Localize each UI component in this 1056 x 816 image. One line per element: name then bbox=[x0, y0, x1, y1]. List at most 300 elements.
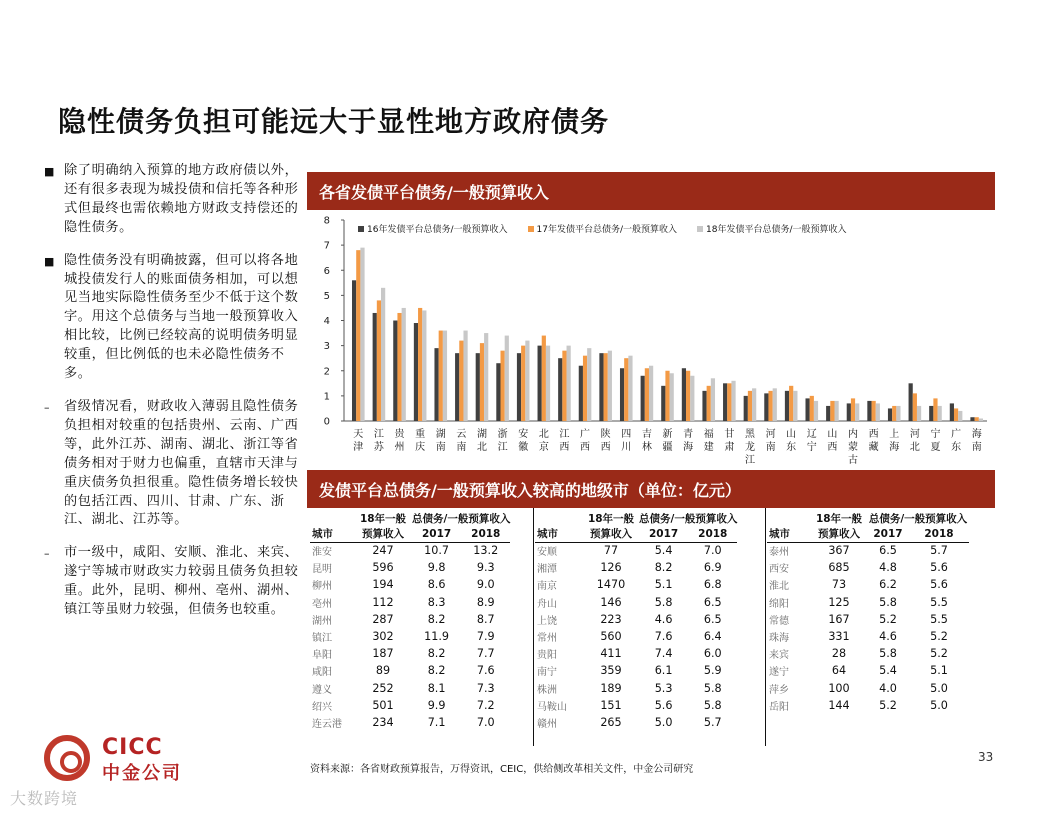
logo-text-cn: 中金公司 bbox=[102, 763, 182, 784]
x-tick-label: 福 建 bbox=[703, 429, 714, 453]
table-row bbox=[535, 714, 737, 731]
column-header: 总债务/一般预算收入 bbox=[868, 512, 968, 525]
bar bbox=[542, 336, 546, 421]
bar bbox=[418, 308, 422, 421]
bar bbox=[381, 288, 385, 421]
bar bbox=[463, 331, 467, 421]
logo-text-en: CICC bbox=[102, 735, 163, 760]
x-tick-label: 陕 西 bbox=[600, 429, 611, 453]
table-cell: 8.1 bbox=[427, 681, 446, 695]
table-cell: 5.7 bbox=[703, 715, 722, 729]
table-row bbox=[535, 611, 737, 628]
table-cell: 6.4 bbox=[703, 630, 722, 644]
column-header: 18年一般 bbox=[815, 512, 863, 525]
cicc-logo bbox=[44, 735, 194, 783]
table-cell: 5.6 bbox=[930, 578, 948, 592]
column-header: 18年一般 bbox=[587, 512, 635, 525]
table-row bbox=[767, 542, 969, 559]
bar bbox=[558, 358, 562, 421]
bar bbox=[546, 346, 550, 421]
table-row bbox=[535, 542, 737, 559]
table-cell: 77 bbox=[603, 544, 619, 558]
table-cell: 7.2 bbox=[476, 698, 495, 712]
bar bbox=[933, 398, 937, 421]
bar bbox=[954, 408, 958, 421]
table-cell: 596 bbox=[372, 561, 394, 575]
column-header: 城市 bbox=[767, 526, 811, 542]
legend-label: 18年发债平台总债务/一般预算收入 bbox=[706, 225, 847, 235]
bar bbox=[604, 353, 608, 421]
bar bbox=[917, 406, 921, 421]
city-name: 萍乡 bbox=[769, 684, 789, 696]
table-row bbox=[767, 662, 969, 679]
table-cell: 5.2 bbox=[879, 612, 897, 626]
table-cell: 100 bbox=[828, 681, 850, 695]
table-cell: 9.3 bbox=[476, 561, 495, 575]
bullet-list bbox=[44, 162, 300, 634]
table-cell: 685 bbox=[828, 561, 850, 575]
x-tick-label: 湖 南 bbox=[435, 429, 446, 453]
table-cell: 4.6 bbox=[654, 612, 673, 626]
bar bbox=[950, 403, 954, 421]
x-tick-label: 四 川 bbox=[621, 429, 632, 453]
table-cell: 7.1 bbox=[427, 715, 446, 729]
city-name: 珠海 bbox=[769, 633, 789, 645]
x-tick-label: 广 西 bbox=[580, 429, 591, 453]
table-cell: 6.5 bbox=[703, 595, 722, 609]
bar bbox=[579, 366, 583, 421]
bullet-marker: ■ bbox=[44, 254, 55, 268]
bar bbox=[587, 348, 591, 421]
table-row bbox=[310, 628, 510, 645]
table-cell: 13.2 bbox=[473, 544, 499, 558]
table-row bbox=[310, 542, 510, 559]
table-cell: 6.1 bbox=[654, 664, 673, 678]
table-row bbox=[535, 559, 737, 576]
bar bbox=[830, 401, 834, 421]
y-tick-label: 6 bbox=[323, 265, 330, 277]
table-cell: 5.6 bbox=[930, 561, 948, 575]
table-cell: 234 bbox=[372, 715, 394, 729]
city-name: 西安 bbox=[769, 564, 789, 576]
bar bbox=[892, 406, 896, 421]
table-cell: 6.5 bbox=[879, 544, 897, 558]
table-cell: 265 bbox=[600, 715, 622, 729]
x-tick-label: 山 西 bbox=[827, 429, 838, 453]
table-row bbox=[767, 628, 969, 645]
table-cell: 189 bbox=[600, 681, 622, 695]
city-name: 昆明 bbox=[312, 564, 332, 576]
table-cell: 8.9 bbox=[476, 595, 495, 609]
table-cell: 6.9 bbox=[703, 561, 722, 575]
x-tick-label: 辽 宁 bbox=[806, 429, 817, 453]
bar bbox=[727, 383, 731, 421]
table-cell: 4.6 bbox=[879, 630, 897, 644]
x-tick-label: 江 西 bbox=[559, 429, 570, 453]
bar bbox=[505, 336, 509, 421]
table-cell: 125 bbox=[828, 595, 850, 609]
bullet-marker: ■ bbox=[44, 165, 55, 178]
table-cell: 6.8 bbox=[703, 578, 722, 592]
bar bbox=[661, 386, 665, 421]
y-tick-label: 1 bbox=[323, 391, 330, 403]
bar bbox=[525, 341, 529, 421]
bar bbox=[422, 310, 426, 421]
bar bbox=[521, 346, 525, 421]
bar bbox=[814, 401, 818, 421]
x-tick-label: 内 蒙 古 bbox=[848, 429, 859, 466]
table-row bbox=[767, 697, 969, 714]
table-cell: 302 bbox=[372, 630, 394, 644]
y-tick-label: 3 bbox=[323, 341, 330, 353]
table-row bbox=[310, 714, 510, 731]
bullet-item bbox=[44, 398, 300, 530]
city-name: 绍兴 bbox=[312, 701, 332, 713]
x-tick-label: 河 南 bbox=[765, 429, 776, 453]
table-cell: 5.4 bbox=[654, 544, 673, 558]
table-cell: 7.6 bbox=[476, 664, 495, 678]
bar bbox=[707, 386, 711, 421]
bar bbox=[538, 346, 542, 421]
city-name: 南京 bbox=[537, 581, 557, 593]
table-row bbox=[767, 645, 969, 662]
table-row bbox=[535, 576, 737, 593]
table-cell: 144 bbox=[828, 698, 850, 712]
table-divider bbox=[533, 508, 534, 746]
bar bbox=[377, 300, 381, 421]
bar bbox=[439, 331, 443, 421]
bar bbox=[723, 383, 727, 421]
table-cell: 5.0 bbox=[930, 698, 948, 712]
table-cell: 5.8 bbox=[879, 595, 897, 609]
table-cell: 411 bbox=[600, 647, 622, 661]
table-cell: 4.8 bbox=[879, 561, 897, 575]
table-cell: 8.2 bbox=[427, 664, 446, 678]
city-name: 遵义 bbox=[312, 684, 332, 696]
bar bbox=[826, 406, 830, 421]
bar bbox=[665, 371, 669, 421]
bar bbox=[764, 393, 768, 421]
bar bbox=[500, 351, 504, 421]
column-header: 总债务/一般预算收入 bbox=[412, 512, 511, 525]
table-cell: 28 bbox=[831, 647, 847, 661]
y-tick-label: 2 bbox=[323, 366, 330, 378]
bar bbox=[768, 391, 772, 421]
city-name: 安顺 bbox=[537, 547, 557, 559]
city-name: 株洲 bbox=[537, 684, 557, 696]
x-tick-label: 重 庆 bbox=[415, 429, 426, 453]
table-divider bbox=[765, 508, 766, 746]
bar bbox=[608, 351, 612, 421]
x-tick-label: 新 疆 bbox=[662, 429, 673, 453]
column-header: 2018 bbox=[688, 526, 737, 542]
bar bbox=[443, 331, 447, 421]
table-cell: 73 bbox=[831, 578, 847, 592]
table-cell: 9.9 bbox=[427, 698, 446, 712]
page-number: 33 bbox=[978, 750, 994, 764]
bar bbox=[958, 411, 962, 421]
bar bbox=[748, 391, 752, 421]
bar bbox=[847, 403, 851, 421]
table-cell: 5.2 bbox=[930, 647, 948, 661]
x-tick-label: 广 东 bbox=[951, 429, 962, 453]
column-header: 预算收入 bbox=[583, 526, 639, 542]
legend-label: 16年发债平台总债务/一般预算收入 bbox=[367, 225, 508, 235]
table-row bbox=[535, 628, 737, 645]
table-cell: 112 bbox=[372, 595, 394, 609]
table-cell: 1470 bbox=[596, 578, 626, 592]
bar bbox=[867, 401, 871, 421]
city-name: 连云港 bbox=[312, 718, 342, 730]
table-row bbox=[767, 594, 969, 611]
city-name: 镇江 bbox=[312, 633, 332, 645]
x-tick-label: 贵 州 bbox=[394, 429, 405, 453]
table-cell: 560 bbox=[600, 630, 622, 644]
table-cell: 7.6 bbox=[654, 630, 673, 644]
table-cell: 7.3 bbox=[476, 681, 495, 695]
table-cell: 8.6 bbox=[427, 578, 446, 592]
table-cell: 5.1 bbox=[930, 664, 948, 678]
legend-item bbox=[697, 222, 847, 235]
city-name: 常德 bbox=[769, 615, 789, 627]
bullet-item bbox=[44, 162, 300, 238]
bar bbox=[682, 368, 686, 421]
column-header: 2017 bbox=[639, 526, 688, 542]
x-tick-label: 西 藏 bbox=[868, 429, 879, 453]
bullet-text: 市一级中，咸阳、安顺、淮北、来宾、遂宁等城市财政实力较弱且债务负担较重。此外，昆明、柳州、亳州、湖州、镇江等虽财力较强，但债务也较重。 bbox=[64, 545, 299, 618]
bar bbox=[670, 373, 674, 421]
city-name: 南宁 bbox=[537, 667, 557, 679]
table-row bbox=[535, 594, 737, 611]
bar bbox=[434, 348, 438, 421]
bar bbox=[562, 351, 566, 421]
x-tick-label: 海 南 bbox=[971, 429, 982, 453]
table-row bbox=[310, 559, 510, 576]
column-header: 预算收入 bbox=[811, 526, 867, 542]
x-tick-label: 山 东 bbox=[786, 429, 797, 453]
city-name: 柳州 bbox=[312, 581, 332, 593]
table-cell: 5.1 bbox=[654, 578, 673, 592]
table-cell: 287 bbox=[372, 612, 394, 626]
table-cell: 8.2 bbox=[427, 612, 446, 626]
bar bbox=[624, 358, 628, 421]
bar bbox=[567, 346, 571, 421]
table-cell: 151 bbox=[600, 698, 622, 712]
bar bbox=[793, 391, 797, 421]
legend-swatch bbox=[358, 226, 364, 232]
table-row bbox=[310, 645, 510, 662]
bar bbox=[789, 386, 793, 421]
table-cell: 64 bbox=[831, 664, 847, 678]
bar bbox=[393, 321, 397, 422]
bar bbox=[711, 378, 715, 421]
table-cell: 5.2 bbox=[879, 698, 897, 712]
legend-item bbox=[528, 222, 678, 235]
bullet-marker: – bbox=[44, 547, 50, 561]
bar bbox=[888, 408, 892, 421]
bar bbox=[414, 323, 418, 421]
x-tick-label: 甘 肃 bbox=[724, 429, 735, 453]
table-row bbox=[310, 680, 510, 697]
city-name: 遂宁 bbox=[769, 667, 789, 679]
table-cell: 5.3 bbox=[654, 681, 673, 695]
table-cell: 6.0 bbox=[703, 647, 722, 661]
y-tick-label: 4 bbox=[323, 316, 330, 327]
x-tick-label: 安 徽 bbox=[518, 429, 529, 453]
table-row bbox=[310, 662, 510, 679]
bar bbox=[752, 388, 756, 421]
bar bbox=[855, 403, 859, 421]
table-row bbox=[767, 611, 969, 628]
table-row bbox=[767, 559, 969, 576]
city-name: 湘潭 bbox=[537, 564, 557, 576]
bar bbox=[896, 406, 900, 421]
column-header: 总债务/一般预算收入 bbox=[639, 512, 738, 525]
x-tick-label: 湖 北 bbox=[476, 429, 487, 453]
x-tick-label: 河 北 bbox=[909, 429, 920, 453]
column-header: 2017 bbox=[867, 526, 909, 542]
table-cell: 5.9 bbox=[703, 664, 722, 678]
bar bbox=[970, 417, 974, 421]
source-note: 资料来源：各省财政预算报告，万得资讯，CEIC，供给侧改革相关文件，中金公司研究 bbox=[310, 764, 694, 775]
city-name: 马鞍山 bbox=[537, 701, 567, 713]
bar bbox=[744, 396, 748, 421]
bar bbox=[641, 376, 645, 421]
city-name: 淮北 bbox=[769, 581, 789, 593]
bar bbox=[356, 250, 360, 421]
watermark: 大数跨境 bbox=[10, 789, 79, 808]
bar bbox=[913, 393, 917, 421]
table-title: 发债平台总债务/一般预算收入较高的地级市（单位：亿元） bbox=[307, 470, 995, 508]
legend-swatch bbox=[528, 226, 534, 232]
legend-item bbox=[358, 222, 508, 235]
table-cell: 5.8 bbox=[703, 698, 722, 712]
table-cell: 252 bbox=[372, 681, 394, 695]
table-row bbox=[310, 594, 510, 611]
bar bbox=[620, 368, 624, 421]
x-tick-label: 天 津 bbox=[353, 429, 364, 453]
bar bbox=[459, 341, 463, 421]
table-cell: 7.7 bbox=[476, 647, 495, 661]
y-tick-label: 8 bbox=[323, 215, 330, 227]
bullet-item bbox=[44, 252, 300, 384]
table-cell: 501 bbox=[372, 698, 394, 712]
table-cell: 367 bbox=[828, 544, 850, 558]
city-table-group bbox=[767, 510, 969, 714]
x-tick-label: 云 南 bbox=[456, 429, 467, 453]
column-header: 2018 bbox=[461, 526, 510, 542]
bar bbox=[690, 376, 694, 421]
table-row bbox=[535, 697, 737, 714]
bar bbox=[649, 366, 653, 421]
table-cell: 10.7 bbox=[424, 544, 450, 558]
logo-mark-icon bbox=[44, 735, 90, 781]
table-cell: 359 bbox=[600, 664, 622, 678]
bar bbox=[360, 248, 364, 421]
city-name: 亳州 bbox=[312, 598, 332, 610]
bar bbox=[628, 356, 632, 421]
bar bbox=[402, 308, 406, 421]
bar bbox=[517, 353, 521, 421]
bar bbox=[583, 356, 587, 421]
city-name: 常州 bbox=[537, 633, 557, 645]
bar bbox=[645, 368, 649, 421]
bar bbox=[876, 403, 880, 421]
table-cell: 8.2 bbox=[427, 647, 446, 661]
city-table-group bbox=[310, 510, 510, 731]
city-name: 贵阳 bbox=[537, 650, 557, 662]
bar bbox=[496, 363, 500, 421]
x-tick-label: 上 海 bbox=[889, 429, 900, 453]
table-row bbox=[310, 576, 510, 593]
bar bbox=[397, 313, 401, 421]
table-cell: 9.0 bbox=[476, 578, 495, 592]
bar bbox=[938, 406, 942, 421]
bar bbox=[785, 391, 789, 421]
table-cell: 8.2 bbox=[654, 561, 673, 575]
table-cell: 7.4 bbox=[654, 647, 673, 661]
table-cell: 5.8 bbox=[879, 647, 897, 661]
table-cell: 6.2 bbox=[879, 578, 897, 592]
column-header: 城市 bbox=[310, 526, 354, 542]
x-tick-label: 黑 龙 江 bbox=[744, 429, 755, 466]
city-name: 赣州 bbox=[537, 718, 557, 730]
bar bbox=[480, 343, 484, 421]
bar bbox=[599, 353, 603, 421]
x-tick-label: 浙 江 bbox=[497, 429, 508, 453]
chart-title: 各省发债平台债务/一般预算收入 bbox=[307, 172, 995, 210]
city-name: 泰州 bbox=[769, 547, 789, 559]
table-cell: 5.8 bbox=[703, 681, 722, 695]
table-cell: 5.7 bbox=[930, 544, 948, 558]
city-name: 来宾 bbox=[769, 650, 789, 662]
table-cell: 9.8 bbox=[427, 561, 446, 575]
x-tick-label: 青 海 bbox=[683, 429, 694, 453]
city-name: 岳阳 bbox=[769, 701, 789, 713]
legend-swatch bbox=[697, 226, 703, 232]
table-cell: 331 bbox=[828, 630, 850, 644]
bar bbox=[455, 353, 459, 421]
table-cell: 5.5 bbox=[930, 612, 948, 626]
table-cell: 187 bbox=[372, 647, 394, 661]
table-cell: 6.5 bbox=[703, 612, 722, 626]
bar bbox=[851, 398, 855, 421]
city-name: 舟山 bbox=[537, 598, 557, 610]
column-header: 预算收入 bbox=[354, 526, 412, 542]
table-cell: 11.9 bbox=[424, 630, 450, 644]
table-cell: 167 bbox=[828, 612, 850, 626]
table-cell: 5.0 bbox=[654, 715, 673, 729]
x-tick-label: 北 京 bbox=[538, 429, 549, 453]
table-cell: 5.4 bbox=[879, 664, 897, 678]
table-row bbox=[535, 680, 737, 697]
table-cell: 5.0 bbox=[930, 681, 948, 695]
bar bbox=[686, 371, 690, 421]
bar bbox=[731, 381, 735, 421]
y-tick-label: 7 bbox=[323, 240, 330, 252]
city-name: 咸阳 bbox=[312, 667, 332, 679]
bullet-marker: – bbox=[44, 400, 50, 414]
bar bbox=[773, 388, 777, 421]
city-name: 湖州 bbox=[312, 615, 332, 627]
bar bbox=[929, 406, 933, 421]
table-cell: 8.3 bbox=[427, 595, 446, 609]
city-table-group bbox=[535, 510, 737, 731]
bullet-text: 省级情况看，财政收入薄弱且隐性债务负担相对较重的包括贵州、云南、广西等，此外江苏、湖南、湖北、浙江等省债务相对于财力也偏重，直辖市天津与重庆债务负担很重。隐性债务增长较快的包括江西、四川、甘肃、广东、浙江、湖北、江苏等。 bbox=[64, 398, 299, 528]
table-row bbox=[535, 645, 737, 662]
bullet-item bbox=[44, 544, 300, 620]
city-name: 阜阳 bbox=[312, 650, 332, 662]
